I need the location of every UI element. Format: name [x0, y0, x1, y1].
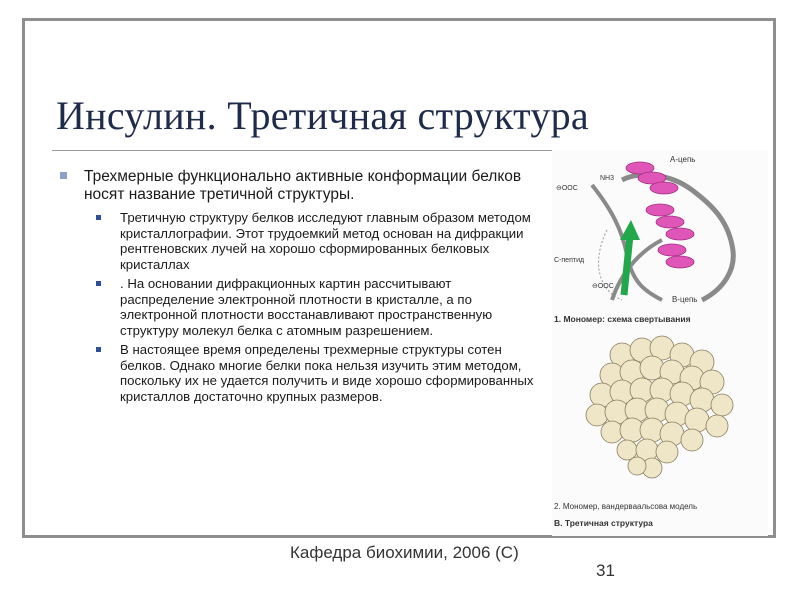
bullet-level2 — [58, 210, 548, 272]
nh3-label: NH3 — [600, 175, 615, 182]
bullet-level1 — [58, 168, 548, 204]
bullet-level2 — [58, 276, 548, 338]
vdw-sphere-cluster — [586, 336, 733, 478]
ooc-top-label: ⊖OOC — [556, 185, 578, 192]
square-bullet-icon — [60, 172, 67, 179]
bullet-text: В настоящее время определены трехмерные структуры сотен белков. Однако многие белки пока нельзя изучить этим методом, поскольку их не удается получить и виде хорошо сформированных кристаллов достаточно крупных размеров. — [120, 342, 534, 404]
a-chain-label: А-цепь — [670, 155, 696, 164]
insulin-structure-figure — [552, 150, 768, 536]
footer-department: Кафедра биохимии, 2006 (С) — [290, 543, 519, 562]
bullet-text: Третичную структуру белков исследуют главным образом методом кристаллографии. Этот трудоемкий метод основан на дифракции рентгеновских лучей на хорошо сформированных белковых кристаллах — [120, 210, 531, 272]
page-number: 31 — [596, 561, 615, 580]
figure-caption-3: В. Третичная структура — [554, 518, 653, 528]
ooc-bottom-label: ⊖OOC — [592, 283, 614, 290]
bullet-text: . На основании дифракционных картин рассчитывают распределение электронной плотности в кристалле, а по электронной плотности восстанавливают пространственную структуру молекул белка с атомным разрешением. — [120, 276, 493, 338]
figure-caption-1: 1. Мономер: схема свертывания — [554, 314, 691, 324]
slide-title: Инсулин. Третичная структура — [56, 93, 589, 138]
square-bullet-icon — [96, 347, 101, 352]
square-bullet-icon — [96, 215, 101, 220]
bullet-text: Трехмерные функционально активные конформации белков носят название третичной структуры. — [84, 168, 522, 203]
slide-content — [58, 168, 548, 408]
bullet-level2 — [58, 342, 548, 404]
square-bullet-icon — [96, 281, 101, 286]
b-chain-label: В-цепь — [672, 295, 698, 304]
title-divider — [52, 150, 552, 151]
insulin-ribbon-illustration — [552, 150, 768, 536]
figure-caption-2: 2. Мономер, вандерваальсова модель — [554, 502, 698, 511]
c-peptide-label: С-пептид — [554, 257, 585, 264]
